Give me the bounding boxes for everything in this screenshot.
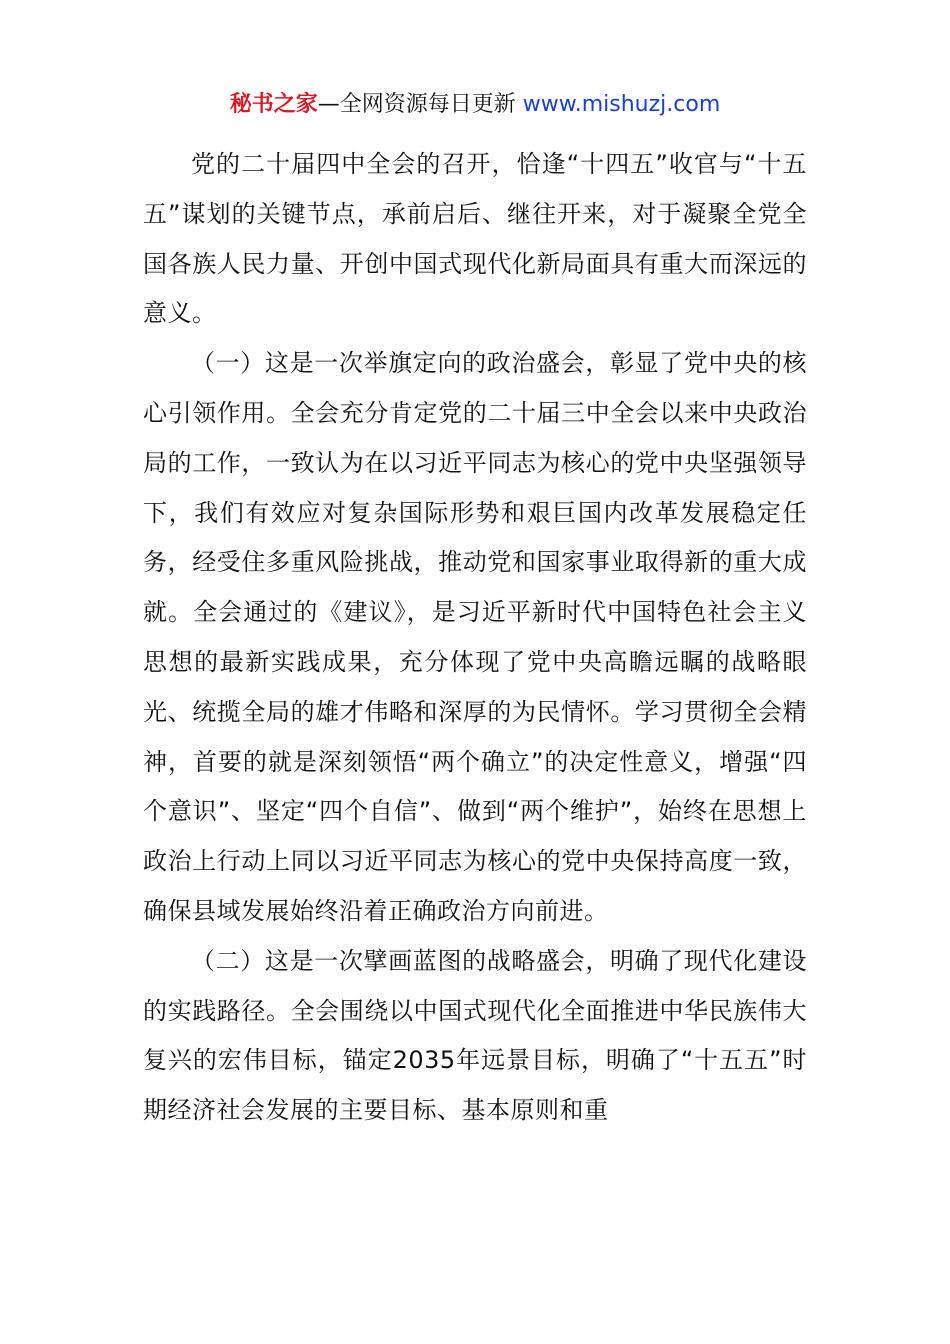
paragraph-section-2: （二）这是一次擘画蓝图的战略盛会，明确了现代化建设的实践路径。全会围绕以中国式现代化全面推进中华民族伟大复兴的宏伟目标，锚定2035年远景目标，明确了“十五五”时期经济社会发展的主要目标、基本原则和重 [143, 946, 807, 1125]
header-url-link[interactable]: www.mishuzj.com [522, 92, 721, 117]
brand-name: 秘书之家 [229, 92, 318, 117]
paragraph-intro: 党的二十届四中全会的召开，恰逢“十四五”收官与“十五五”谋划的关键节点，承前启后、继往开来，对于凝聚全党全国各族人民力量、开创中国式现代化新局面具有重大而深远的意义。 [143, 150, 807, 328]
paragraph-section-1: （一）这是一次举旗定向的政治盛会，彰显了党中央的核心引领作用。全会充分肯定党的二十届三中全会以来中央政治局的工作，一致认为在以习近平同志为核心的党中央坚强领导下，我们有效应对复杂国际形势和艰巨国内改革发展稳定任务，经受住多重风险挑战，推动党和国家事业取得新的重大成就。全会通过的《建议》，是习近平新时代中国特色社会主义思想的最新实践成果，充分体现了党中央高瞻远瞩的战略眼光、统揽全局的雄才伟略和深厚的为民情怀。学习贯彻全会精神，首要的就是深刻领悟“两个确立”的决定性意义，增强“四个意识”、坚定“四个自信”、做到“两个维护”，始终在思想上政治上行动上同以习近平同志为核心的党中央保持高度一致，确保县域发展始终沿着正确政治方向前进。 [143, 349, 807, 925]
header-tagline: —全网资源每日更新 [317, 92, 523, 117]
document-body [143, 140, 807, 1136]
page-header [0, 88, 950, 122]
